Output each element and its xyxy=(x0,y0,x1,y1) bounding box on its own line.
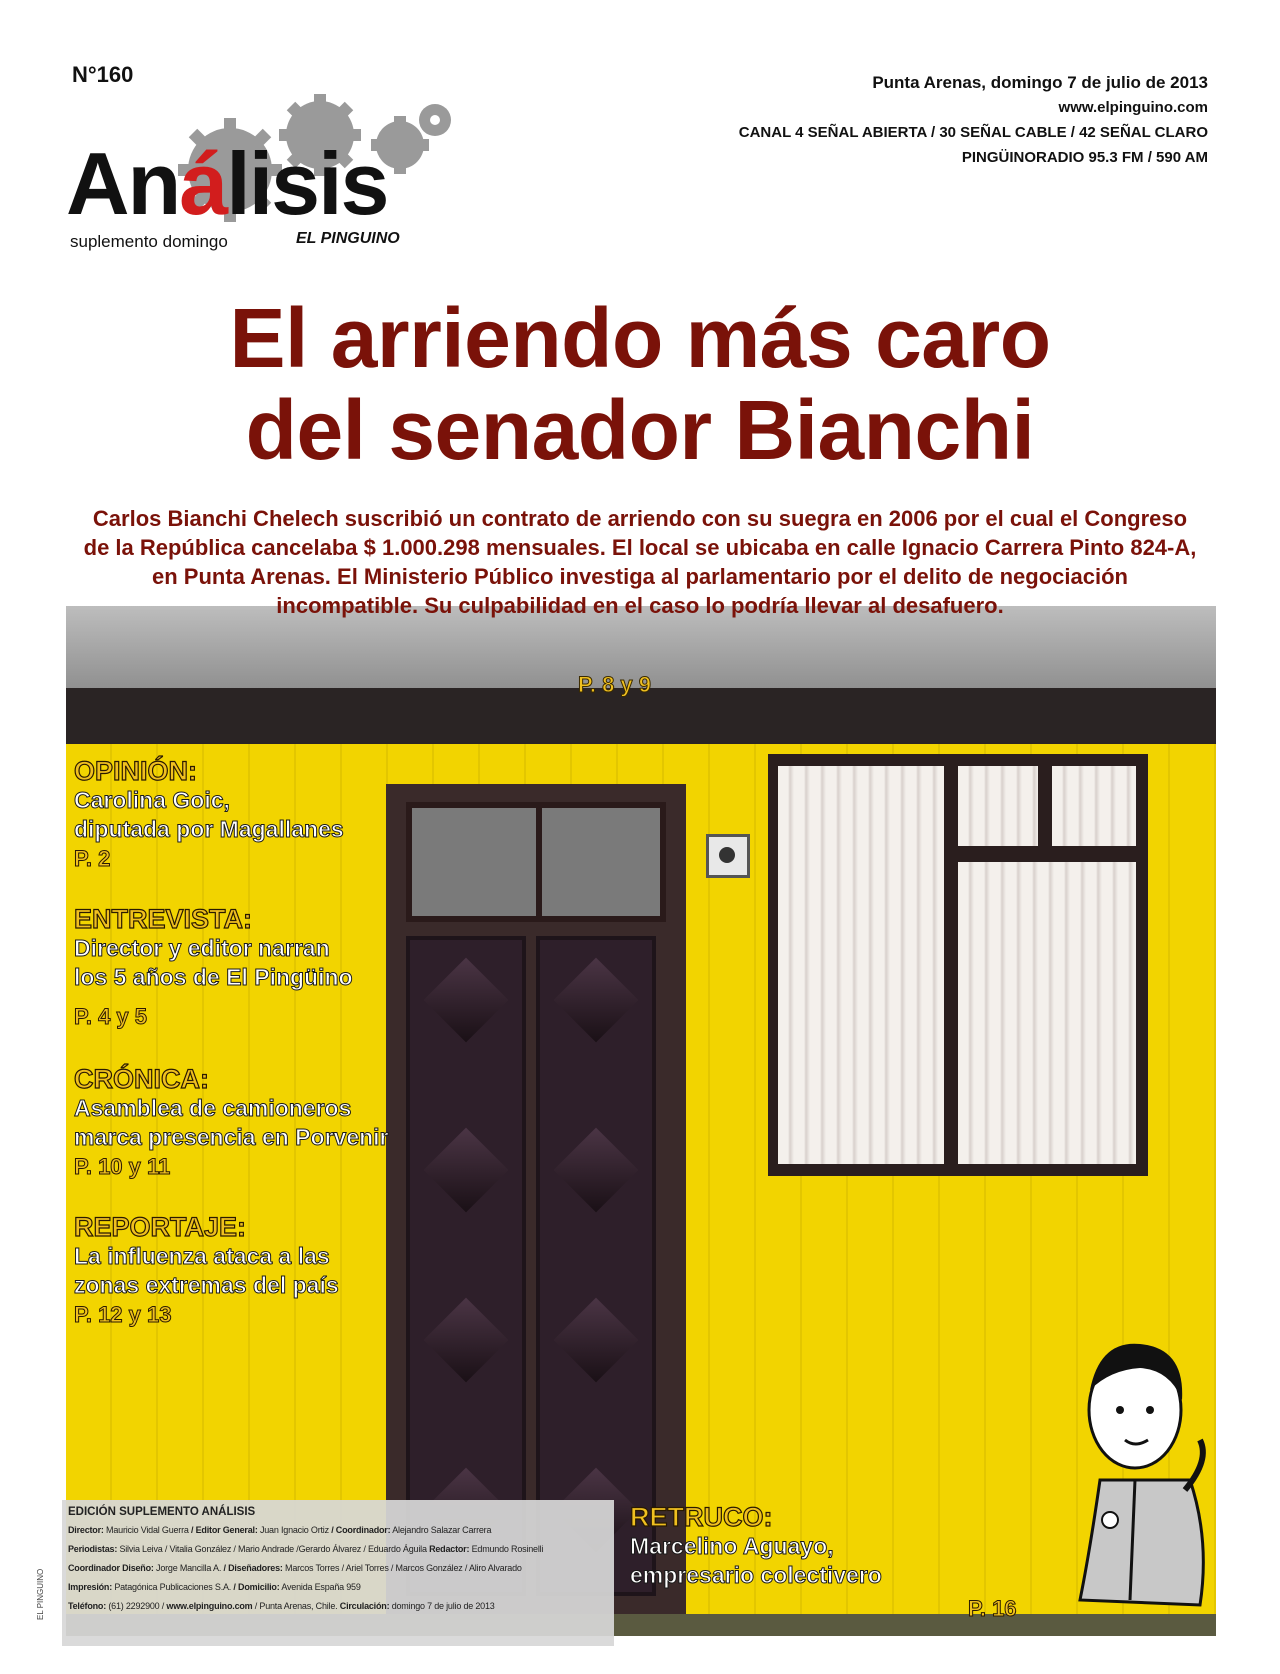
website-link[interactable]: www.elpinguino.com xyxy=(1058,99,1208,116)
caricature-illustration xyxy=(1050,1330,1220,1620)
index-cronica[interactable]: CRÓNICA: Asamblea de camioneros marca presencia en Porvenir P. 10 y 11 xyxy=(74,1064,389,1179)
credits-line-contact: Teléfono: (61) 2292900 / www.elpinguino.com / Punta Arenas, Chile. Circulación: domingo 7 de julio de 2013 xyxy=(68,1601,495,1611)
index-reportaje[interactable]: REPORTAJE: La influenza ataca a las zonas extremas del país P. 12 y 13 xyxy=(74,1212,339,1327)
retruco-section[interactable]: RETRUCO: Marcelino Aguayo, empresario colectivero xyxy=(630,1502,882,1588)
tv-channels: CANAL 4 SEÑAL ABIERTA / 30 SEÑAL CABLE / 42 SEÑAL CLARO xyxy=(738,124,1208,141)
main-headline: El arriendo más caro del senador Bianchi xyxy=(229,291,1051,477)
deck-summary: Carlos Bianchi Chelech suscribió un contrato de arriendo con su suegra en 2006 por el cual el Congreso de la República cancelaba $ 1.000.298 mensuales. El local se ubicaba en calle Ignacio Carrera Pinto 824-A, en Punta Arenas. El Ministerio Público investiga al parlamentario por el delito de negociación incompatible. Su culpabilidad en el caso lo podría llevar al desafuero. xyxy=(83,506,1197,618)
brand-name: EL PINGUINO xyxy=(296,230,400,247)
index-opinion[interactable]: OPINIÓN: Carolina Goic, diputada por Magallanes P. 2 xyxy=(74,756,344,871)
header-info xyxy=(739,70,1208,170)
retruco-page-ref[interactable]: P. 16 xyxy=(968,1596,1017,1621)
credits-line-design: Coordinador Diseño: Jorge Mancilla A. / Diseñadores: Marcos Torres / Ariel Torres / Marcos González / Aliro Alvarado xyxy=(68,1563,522,1573)
logo-wordmark: Análisis xyxy=(66,134,388,233)
credits-line-journalists: Periodistas: Silvia Leiva / Vitalia González / Mario Andrade /Gerardo Álvarez / Eduardo Águila Redactor: Edmundo Rosinelli xyxy=(68,1544,544,1554)
date-line: Punta Arenas, domingo 7 de julio de 2013 xyxy=(872,73,1208,92)
index-entrevista[interactable]: ENTREVISTA: Director y editor narran los 5 años de El Pingüino P. 4 y 5 xyxy=(74,904,353,1029)
credits-box xyxy=(62,1500,614,1646)
credits-line-direction: Director: Mauricio Vidal Guerra / Editor General: Juan Ignacio Ortiz / Coordinador: Alejandro Salazar Carrera xyxy=(68,1525,492,1535)
main-page-ref[interactable]: P. 8 y 9 xyxy=(578,672,651,697)
radio-line: PINGÜINORADIO 95.3 FM / 590 AM xyxy=(961,149,1208,166)
credits-line-printing: Impresión: Patagónica Publicaciones S.A. / Domicilio: Avenida España 959 xyxy=(68,1582,361,1592)
credits-title: EDICIÓN SUPLEMENTO ANÁLISIS xyxy=(68,1506,256,1518)
logo-subtitle: suplemento domingo xyxy=(70,232,228,251)
side-label: EL PINGUINO xyxy=(36,1568,45,1620)
issue-number: N°160 xyxy=(72,62,134,87)
credits-web-link[interactable]: www.elpinguino.com xyxy=(166,1601,253,1611)
